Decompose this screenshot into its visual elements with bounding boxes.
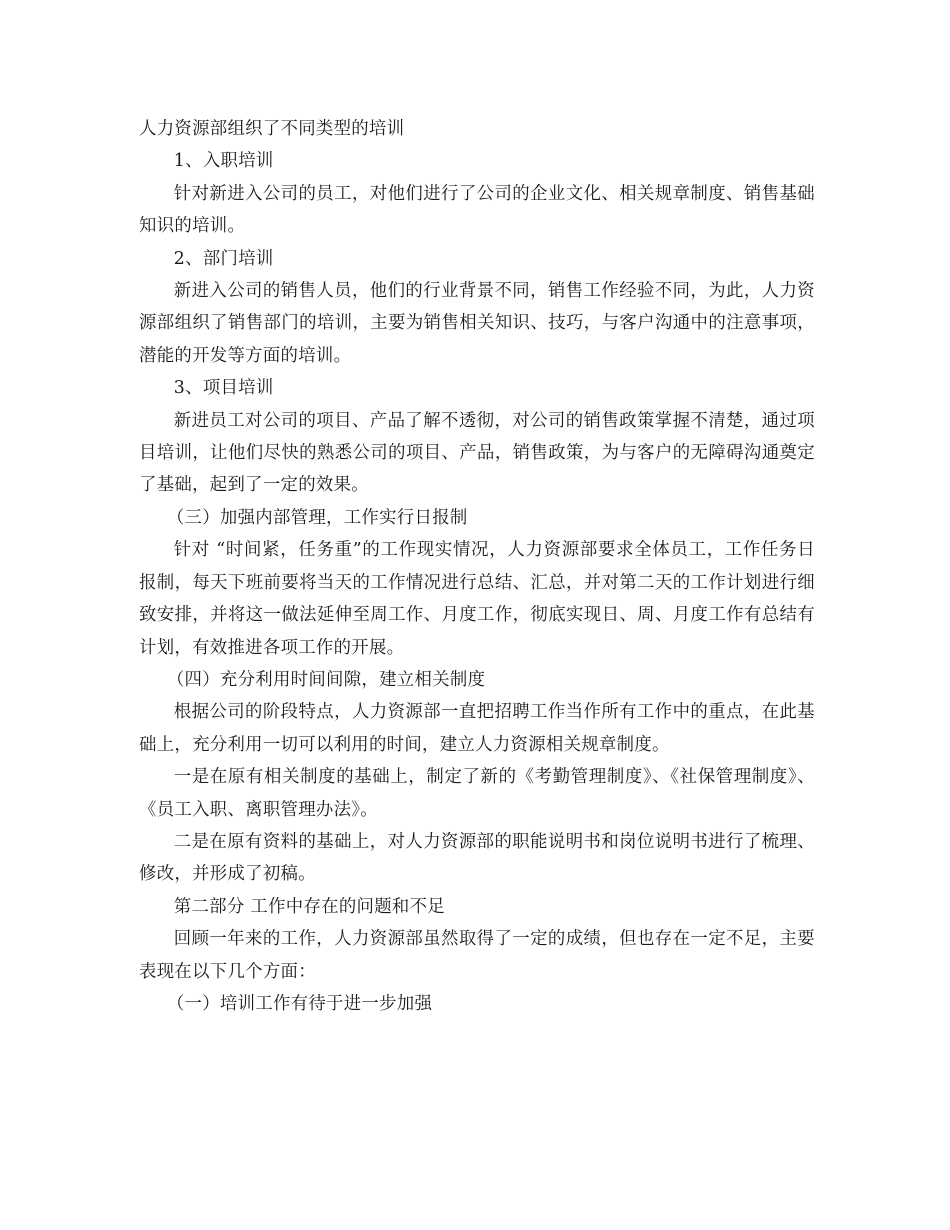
- paragraph-onboarding-training: 针对新进入公司的员工，对他们进行了公司的企业文化、相关规章制度、销售基础知识的培训。: [139, 183, 815, 237]
- paragraph-department-training: 新进入公司的销售人员，他们的行业背景不同，销售工作经验不同，为此，人力资源部组织了销售部门的培训，主要为销售相关知识、技巧，与客户沟通中的注意事项，潜能的开发等方面的培训。: [139, 281, 815, 366]
- paragraph-project-training: 新进员工对公司的项目、产品了解不透彻，对公司的销售政策掌握不清楚，通过项目培训，让他们尽快的熟悉公司的项目、产品，销售政策，为与客户的无障碍沟通奠定了基础，起到了一定的效果。: [139, 410, 815, 496]
- paragraph-review: 回顾一年来的工作，人力资源部虽然取得了一定的成绩，但也存在一定不足，主要表现在以下几个方面：: [139, 929, 815, 982]
- heading-project-training: 3、项目培训: [173, 378, 274, 399]
- heading-time-utilization: （四）充分利用时间间隙，建立相关制度: [166, 669, 486, 690]
- paragraph-new-regulations: 一是在原有相关制度的基础上，制定了新的《考勤管理制度》、《社保管理制度》、《员工入职、离职管理办法》。: [139, 767, 815, 820]
- heading-part-two: 第二部分 工作中存在的问题和不足: [173, 896, 445, 917]
- paragraph-time-utilization: 根据公司的阶段特点，人力资源部一直把招聘工作当作所有工作中的重点，在此基础上，充分利用一切可以利用的时间，建立人力资源相关规章制度。: [139, 702, 815, 755]
- heading-department-training: 2、部门培训: [173, 248, 274, 269]
- paragraph-internal-management: 针对 “时间紧，任务重”的工作现实情况，人力资源部要求全体员工，工作任务日报制，每天下班前要将当天的工作情况进行总结、汇总，并对第二天的工作计划进行细致安排，并将这一做法延伸至周工作、月度工作，彻底实现日、周、月度工作有总结有计划，有效推进各项工作的开展。: [139, 540, 815, 658]
- heading-training-improvement: （一）培训工作有待于进一步加强: [166, 993, 433, 1014]
- paragraph-job-descriptions: 二是在原有资料的基础上，对人力资源部的职能说明书和岗位说明书进行了梳理、修改，并形成了初稿。: [139, 831, 815, 885]
- heading-internal-management: （三）加强内部管理，工作实行日报制: [166, 507, 468, 528]
- document-body: [139, 113, 815, 1020]
- heading-onboarding-training: 1、入职培训: [173, 151, 274, 172]
- paragraph-intro: 人力资源部组织了不同类型的培训: [139, 119, 405, 139]
